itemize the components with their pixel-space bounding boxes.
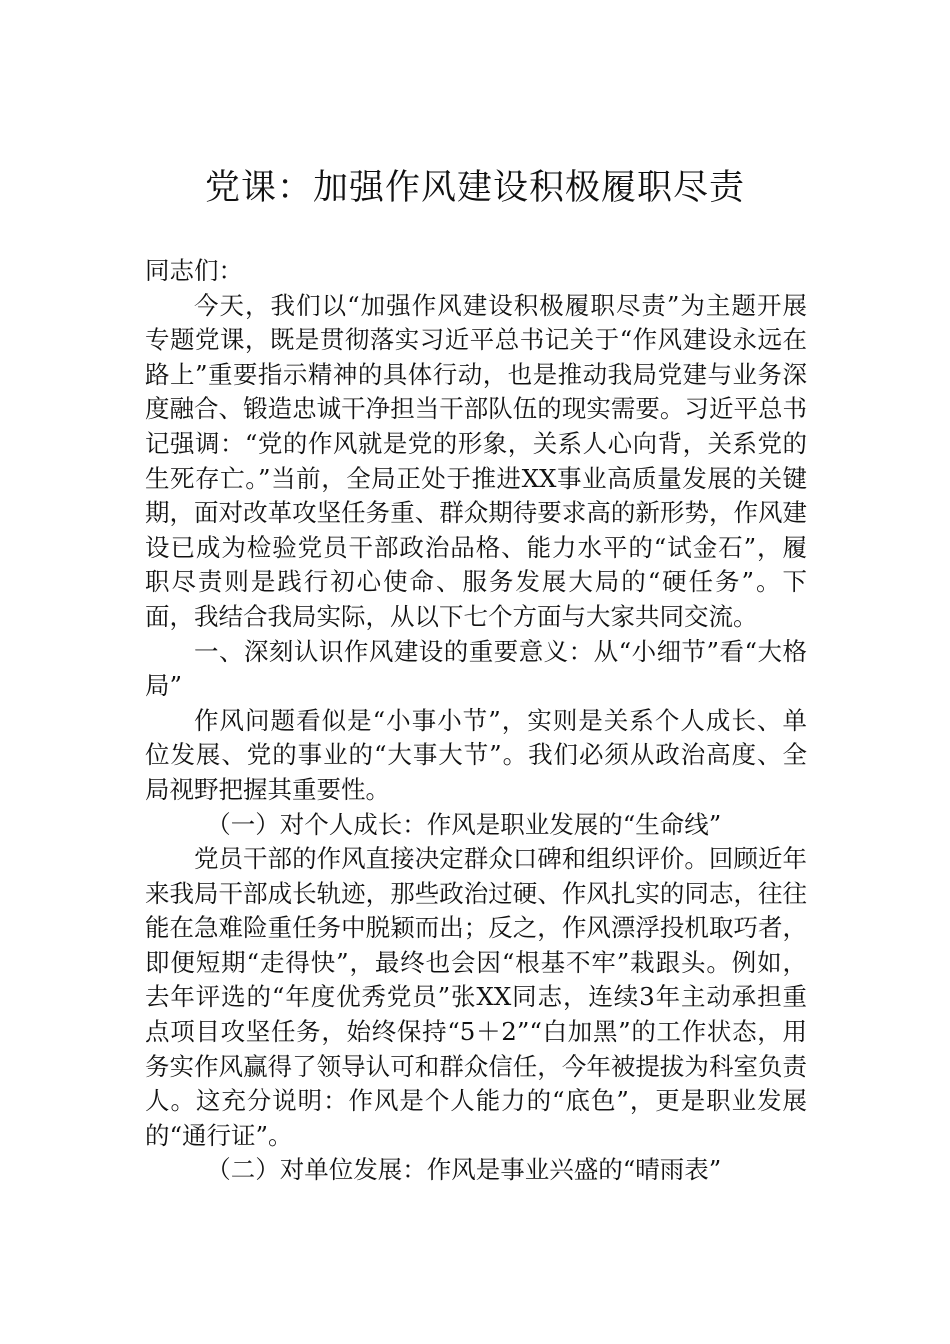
document-title: 党课：加强作风建设积极履职尽责 — [204, 168, 745, 208]
greeting-line: 同志们： — [145, 256, 243, 285]
intro-paragraph: 今天，我们以“加强作风建设积极履职尽责”为主题开展专题党课，既是贯彻落实习近平总书记关于“作风建设永远在路上”重要指示精神的具体行动，也是推动我局党建与业务深度融合、锻造忠诚干净担当干部队伍的现实需要。习近平总书记强调：“党的作风就是党的形象，关系人心向背，关系党的生死存亡。”当前，全局正处于推进XX事业高质量发展的关键期，面对改革攻坚任务重、群众期待要求高的新形势，作风建设已成为检验党员干部政治品格、能力水平的“试金石”，履职尽责则是践行初心使命、服务发展大局的“硬任务”。下面，我结合我局实际，从以下七个方面与大家共同交流。 — [145, 290, 807, 631]
subsection-1-paragraph: 党员干部的作风直接决定群众口碑和组织评价。回顾近年来我局干部成长轨迹，那些政治过硬、作风扎实的同志，往往能在急难险重任务中脱颖而出；反之，作风漂浮投机取巧者，即便短期“走得快”，最终也会因“根基不牢”栽跟头。例如，去年评选的“年度优秀党员”张XX同志，连续3年主动承担重点项目攻坚任务，始终保持“5＋2”“白加黑”的工作状态，用务实作风赢得了领导认可和群众信任，今年被提拔为科室负责人。这充分说明：作风是个人能力的“底色”，更是职业发展的“通行证”。 — [145, 844, 807, 1150]
section-1-paragraph: 作风问题看似是“小事小节”，实则是关系个人成长、单位发展、党的事业的“大事大节”。我们必须从政治高度、全局视野把握其重要性。 — [145, 705, 807, 804]
section-heading-1: 一、深刻认识作风建设的重要意义：从“小细节”看“大格局” — [145, 636, 807, 701]
document-body — [145, 254, 807, 1188]
subsection-heading-2: （二）对单位发展：作风是事业兴盛的“晴雨表” — [206, 1155, 722, 1185]
subsection-heading-1: （一）对个人成长：作风是职业发展的“生命线” — [206, 809, 722, 839]
